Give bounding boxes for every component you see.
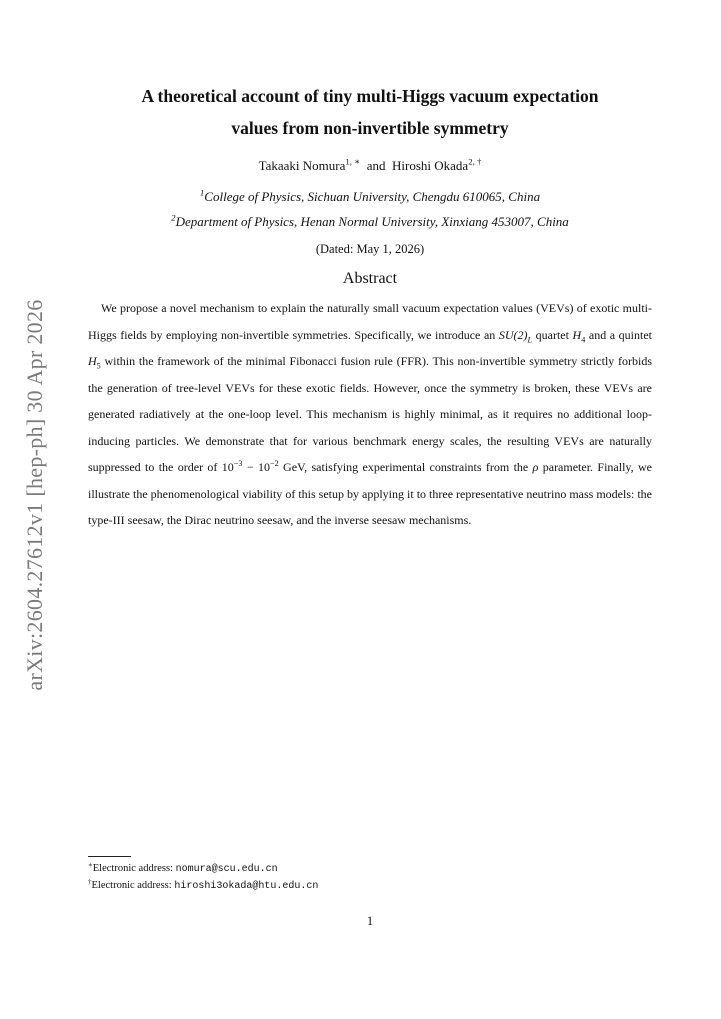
arxiv-sidebar-stamp [13, 290, 57, 700]
author-list [88, 157, 652, 175]
abstract-text-3: and a quintet [585, 327, 652, 342]
footnote-2-label: Electronic address: [91, 880, 175, 891]
abstract-text-6: parameter. Finally, we illustrate the phenomenological viability of this setup by applying it to three representative neutrino mass models: the type-III seesaw, the Dirac neutrino seesaw, and the inverse seesaw mechanisms. [88, 460, 652, 527]
affiliation-1-text: College of Physics, Sichuan University, Chengdu 610065, China [204, 189, 541, 204]
exponent-2: −2 [269, 459, 279, 468]
title-line-2: values from non-invertible symmetry [231, 118, 509, 138]
abstract-text-2: quartet [532, 327, 573, 342]
author-2-name: Hiroshi Okada [392, 158, 469, 173]
author-1-name: Takaaki Nomura [258, 158, 346, 173]
footnote-2 [88, 879, 318, 894]
email-link-1[interactable]: nomura@scu.edu.cn [175, 864, 278, 875]
abstract-heading: Abstract [342, 270, 398, 287]
abstract-text-1: We propose a novel mechanism to explain the naturally small vacuum expectation values (VEVs) of exotic multi-Higgs fields by employing non-invertible symmetries. Specifically, we introduce an [88, 301, 652, 342]
exp-base-1: 10 [221, 460, 234, 474]
dated-line: (Dated: May 1, 2026) [315, 242, 425, 256]
page-number: 1 [366, 914, 374, 928]
abstract-body [88, 295, 652, 534]
exp-base-2: 10 [257, 460, 270, 474]
rho-symbol: ρ [532, 460, 539, 474]
footnote-1 [88, 862, 278, 877]
email-link-2[interactable]: hiroshi3okada@htu.edu.cn [174, 881, 319, 892]
paper-title [88, 80, 652, 144]
affiliation-1 [88, 188, 652, 206]
affiliation-1-mark: 1 [199, 187, 205, 198]
su2-symbol: SU(2) [498, 327, 528, 342]
su2-subscript: L [527, 334, 533, 344]
title-line-1: A theoretical account of tiny multi-Higgs vacuum expectation [141, 86, 599, 106]
arxiv-id-text: arXiv:2604.27612v1 [hep-ph] 30 Apr 2026 [22, 299, 47, 691]
footnote-2-mark: † [88, 878, 92, 886]
author-2-mark: 2, † [468, 156, 482, 167]
affiliation-2 [88, 213, 652, 231]
exponent-1: −3 [233, 459, 243, 468]
author-and: and [366, 158, 386, 173]
footnote-1-mark: ∗ [88, 861, 93, 869]
h4-symbol: H [572, 327, 582, 342]
minus-sign: − [242, 460, 258, 474]
affiliation-2-mark: 2 [171, 212, 176, 223]
abstract-text-4: within the framework of the minimal Fibonacci fusion rule (FFR). This non-invertible symmetry strictly forbids the generation of tree-level VEVs for these exotic fields. However, once the symmetry is broken, these VEVs are generated radiatively at the one-loop level. This mechanism is highly minimal, as it requires no additional loop-inducing particles. We demonstrate that for various benchmark energy scales, the resulting VEVs are naturally suppressed to the order of [88, 354, 652, 474]
h4-subscript: 4 [581, 334, 586, 344]
footnote-1-label: Electronic address: [92, 863, 176, 874]
h5-subscript: 5 [96, 361, 101, 371]
affiliation-2-text: Department of Physics, Henan Normal University, Xinxiang 453007, China [175, 214, 569, 229]
abstract-text-5: GeV, satisfying experimental constraints from the [278, 460, 533, 474]
author-1-mark: 1, ∗ [345, 156, 361, 167]
footnote-rule [88, 856, 131, 857]
h5-symbol: H [88, 354, 97, 368]
